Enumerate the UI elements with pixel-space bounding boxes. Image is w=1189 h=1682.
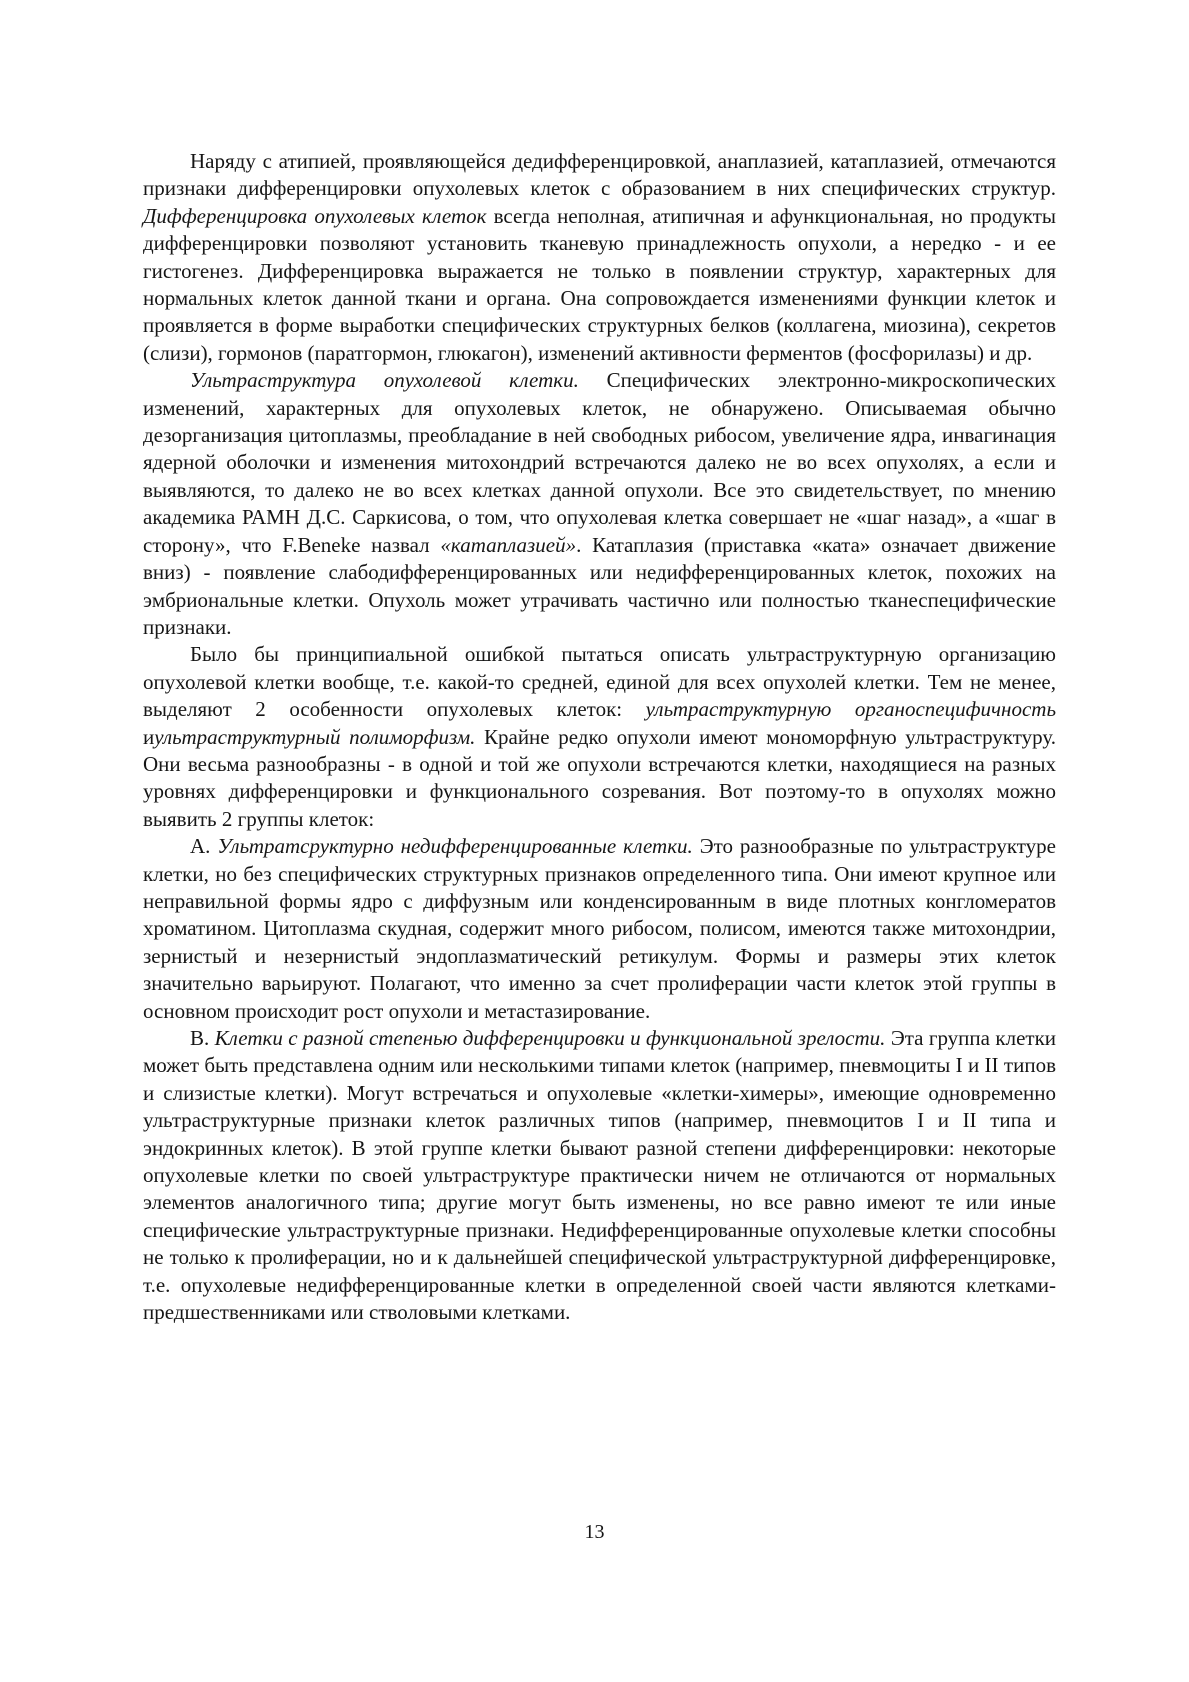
text-span: Эта группа клетки может быть представлена одним или несколькими типами клеток (например, пневмоциты I и II типов и слизистые клетки). Могут встречаться и опухолевые «клетки-химеры», имеющие одновременно ультраструктурные признаки клеток различных типов (например, пневмоцитов I и II типа и эндокринных клеток). В этой группе клетки бывают разной степени дифференцировки: некоторые опухолевые клетки по своей ультраструктуре практически ничем не отличаются от нормальных элементов аналогичного типа; другие могут быть изменены, но все равно имеют те или иные специфические ультраструктурные признаки. Недифференцированные опухолевые клетки способны не только к пролиферации, но и к дальнейшей специфической ультраструктурной дифференцировке, т.е. опухолевые недифференцированные клетки в определенной своей части являются клетками-предшественниками или стволовыми клетками. (143, 1026, 1057, 1325)
term-cataplasia: «катаплазией» (440, 532, 577, 557)
term-ultrastructure: Ультраструктура опухолевой клетки. (190, 368, 579, 393)
group-letter-b: В. (190, 1026, 215, 1050)
text-span: Было бы принципиальной ошибкой пытаться описать ультраструктурную организацию опухолевой клетки вообще, т.е. какой-то средней, единой для всех опухолей клетки. Тем не менее, выделяют 2 особенности опухолевых клеток: (143, 642, 1056, 722)
paragraph-ultrastructure (143, 367, 1056, 641)
text-span: всегда неполная, атипичная и афункциональная, но продукты дифференцировки позволяют установить тканевую принадлежность опухоли, а нередко - и ее гистогенез. Дифференцировка выражается не только в появлении структур, характерных для нормальных клеток данной ткани и органа. Она сопровождается изменениями функции клеток и проявляется в форме выработки специфических структурных белков (коллагена, миозина), секретов (слизи), гормонов (паратгормон, глюкагон), изменений активности ферментов (фосфорилазы) и др. (143, 203, 1056, 365)
text-span: . Катаплазия (приставка «ката» означает движение вниз) - появление слабодифференцированных или недифференцированных клеток, похожих на эмбриональные клетки. Опухоль может утрачивать частично или полностью тканеспецифические признаки. (143, 532, 1056, 639)
term-undifferentiated-cells: Ультратсруктурно недифференцированные клетки. (217, 834, 693, 859)
paragraph-group-a (143, 833, 1056, 1025)
term-differentiated-cells: Клетки с разной степенью дифференцировки и функциональной зрелости. (214, 1026, 886, 1050)
text-span: Наряду с атипией, проявляющейся дедифференцировкой, анаплазией, катаплазией, отмечаются признаки дифференцировки опухолевых клеток с образованием в них специфических структур. (143, 149, 1056, 201)
text-span: Специфических электронно-микроскопических изменений, характерных для опухолевых клеток, не обнаружено. Описываемая обычно дезорганизация цитоплазмы, преобладание в ней свободных рибосом, увеличение ядра, инвагинация ядерной оболочки и изменения митохондрий встречаются далеко не во всех опухолях, а если и выявляются, то далеко не во всех клетках данной опухоли. Все это свидетельствует, по мнению академика РАМН Д.С. Саркисова, о том, что опухолевая клетка совершает не «шаг назад», а «шаг в сторону», что F.Beneke назвал (143, 368, 1056, 557)
term-differentiation: Дифференцировка опухолевых клеток (143, 203, 487, 228)
group-letter-a: А. (190, 834, 218, 859)
paragraph-atypia-differentiation (143, 148, 1056, 367)
text-span: и (143, 724, 155, 749)
page-number: 13 (584, 1521, 605, 1543)
term-polymorphism: ультраструктурный полиморфизм. (154, 724, 476, 749)
term-organ-specificity: ультраструктурную органоспецифичность (645, 697, 1056, 722)
text-span: Это разнообразные по ультраструктуре клетки, но без специфических структурных признаков определенного типа. Они имеют крупное или неправильной формы ядро с диффузным или конденсированным в виде плотных конгломератов хроматином. Цитоплазма скудная, содержит много рибосом, полисом, имеются также митохондрии, зернистый и незернистый эндоплазматический ретикулум. Формы и размеры этих клеток значительно варьируют. Полагают, что именно за счет пролиферации части клеток этой группы в основном происходит рост опухоли и метастазирование. (143, 834, 1056, 1023)
document-body (143, 148, 1056, 1326)
text-span: Крайне редко опухоли имеют мономорфную ультраструктуру. Они весьма разнообразны - в одной и той же опухоли встречаются клетки, находящиеся на разных уровнях дифференцировки и функционального созревания. Вот поэтому-то в опухолях можно выявить 2 группы клеток: (143, 724, 1056, 831)
paragraph-group-b (143, 1025, 1056, 1326)
paragraph-features (143, 641, 1056, 833)
